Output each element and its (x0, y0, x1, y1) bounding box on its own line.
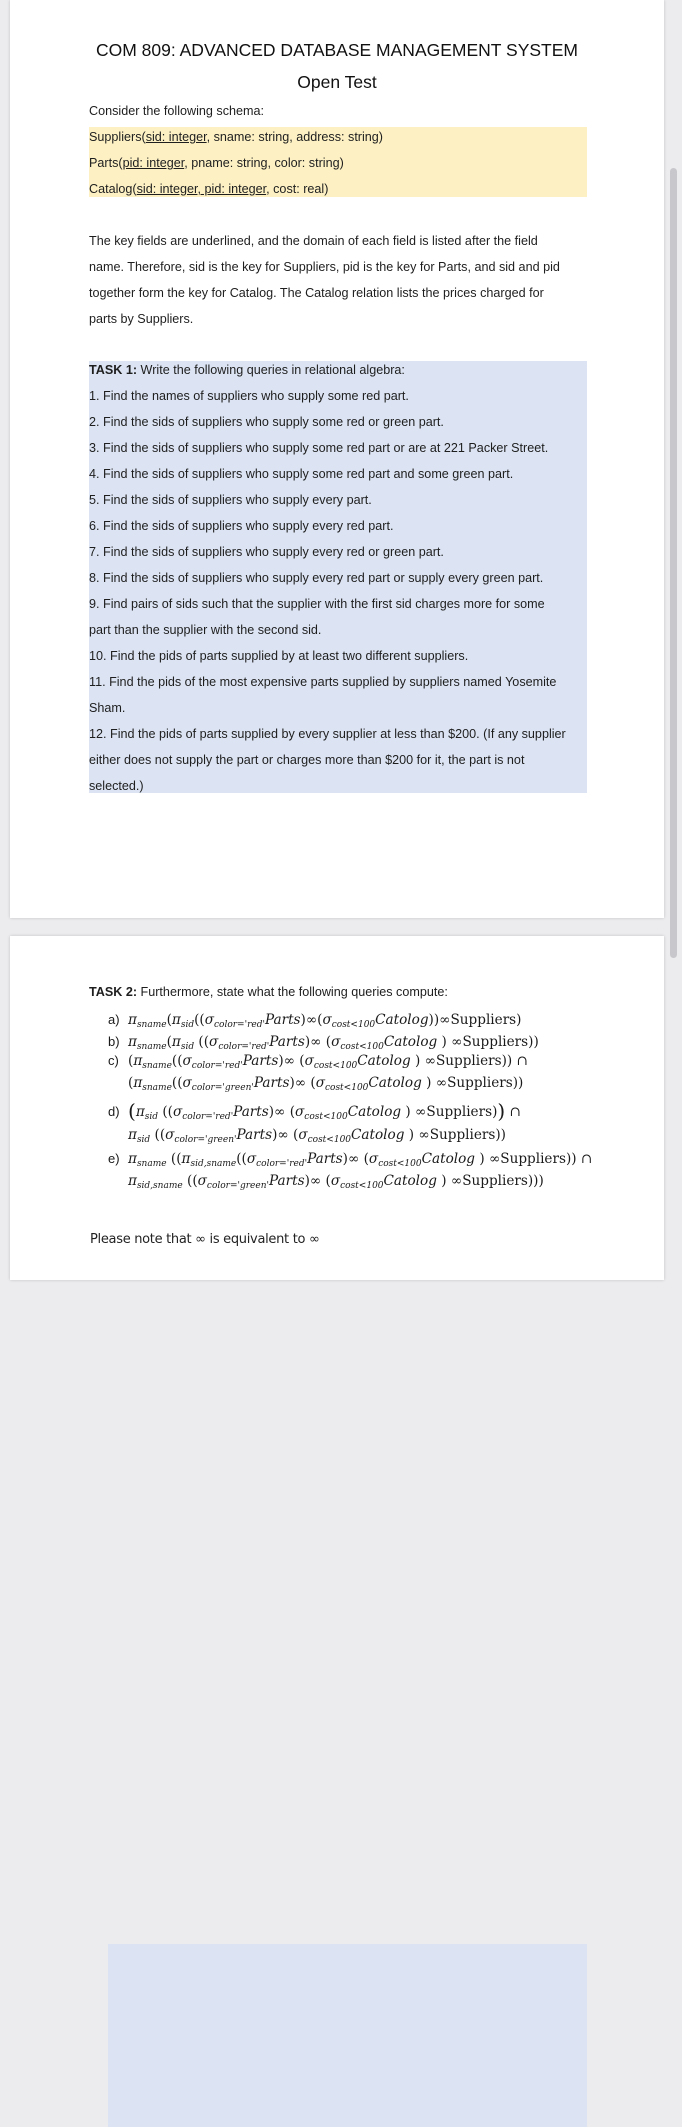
query-c-line1: c) ($\pi_{sname}((\sigma_{color='red'}Parts)\infty$ ($\sigma_{cost<100}Catolog$ ) ∞Suppliers)) ∩ (108, 1053, 528, 1071)
schema-parts: Parts(pid: integer, pname: string, color: string) (89, 156, 344, 170)
description-line: together form the key for Catalog. The Catalog relation lists the prices charged for (89, 286, 544, 300)
task1-item: 9. Find pairs of sids such that the supplier with the first sid charges more for some (89, 597, 545, 611)
task2-heading: TASK 2: Furthermore, state what the following queries compute: (89, 985, 448, 999)
task1-item: 6. Find the sids of suppliers who supply every red part. (89, 519, 394, 533)
course-title: COM 809: ADVANCED DATABASE MANAGEMENT SYSTEM (95, 40, 578, 60)
infinity-note: Please note that ∞ is equivalent to ∞ (90, 1232, 320, 1247)
task1-item: 5. Find the sids of suppliers who supply every part. (89, 493, 372, 507)
task1-item: 8. Find the sids of suppliers who supply every red part or supply every green part. (89, 571, 544, 585)
description-line: The key fields are underlined, and the domain of each field is listed after the field (89, 234, 538, 248)
task1-item: 2. Find the sids of suppliers who supply some red or green part. (89, 415, 444, 429)
query-c-line2: ($\pi_{sname}((\sigma_{color='green'}Parts)\infty$ ($\sigma_{cost<100}Catolog$ ) ∞Suppliers)) (128, 1075, 524, 1093)
schema-suppliers: Suppliers(sid: integer, sname: string, address: string) (89, 130, 384, 144)
query-d-line1: d) ($\pi_{sid}$ ($(\sigma_{color='red'}Parts)\infty$ ($\sigma_{cost<100}Catolog$ ) ∞Suppliers)) ∩ (108, 1099, 521, 1123)
query-b: b) $\pi_{sname}(\pi_{sid}$ ($(\sigma_{color='red'}Parts)\infty$ ($\sigma_{cost<100}Catolog$ ) ∞Suppliers)) (108, 1034, 539, 1052)
task1-item: selected.) (89, 779, 144, 793)
document-page-1 (10, 0, 664, 918)
query-e-line1: e) $\pi_{sname}$ (($\pi_{sid,sname}((\sigma_{color='red'}Parts)\infty$ ($\sigma_{cost<100}Catolog$ ) ∞Suppliers)) ∩ (108, 1151, 593, 1169)
task1-item: 7. Find the sids of suppliers who supply every red or green part. (89, 545, 444, 559)
task1-item: Sham. (89, 701, 126, 715)
task1-item: 1. Find the names of suppliers who supply some red part. (89, 389, 409, 403)
task1-item: either does not supply the part or charges more than $200 for it, the part is not (89, 753, 525, 767)
query-d-line2: $\pi_{sid}$ ($(\sigma_{color='green'}Parts)\infty$ ($\sigma_{cost<100}Catolog$ ) ∞Suppliers)) (128, 1127, 506, 1145)
task1-item: part than the supplier with the second sid. (89, 623, 322, 637)
schema-intro: Consider the following schema: (89, 104, 265, 118)
task1-item: 4. Find the sids of suppliers who supply some red part and some green part. (89, 467, 514, 481)
task1-item: 10. Find the pids of parts supplied by at least two different suppliers. (89, 649, 469, 663)
task1-item: 11. Find the pids of the most expensive parts supplied by suppliers named Yosemite (89, 675, 557, 689)
description-line: name. Therefore, sid is the key for Suppliers, pid is the key for Parts, and sid and pid (89, 260, 560, 274)
schema-catalog: Catalog(sid: integer, pid: integer, cost: real) (89, 182, 329, 196)
task2-highlight (108, 1944, 587, 2127)
test-subtitle: Open Test (297, 72, 377, 92)
query-e-line2: $\pi_{sid,sname}$ ($(\sigma_{color='green'}Parts)\infty$ ($\sigma_{cost<100}Catolog$ ) ∞Suppliers))) (128, 1173, 544, 1191)
query-a: a) $\pi_{sname}(\pi_{sid}((\sigma_{color='red'}Parts)\infty(\sigma_{cost<100}Catolog))\infty Suppliers)$ (108, 1012, 522, 1030)
description-line: parts by Suppliers. (89, 312, 194, 326)
task1-heading: TASK 1: Write the following queries in relational algebra: (89, 363, 405, 377)
scrollbar[interactable] (670, 168, 677, 958)
task1-item: 12. Find the pids of parts supplied by every supplier at less than $200. (If any supplier (89, 727, 566, 741)
task1-item: 3. Find the sids of suppliers who supply some red part or are at 221 Packer Street. (89, 441, 549, 455)
